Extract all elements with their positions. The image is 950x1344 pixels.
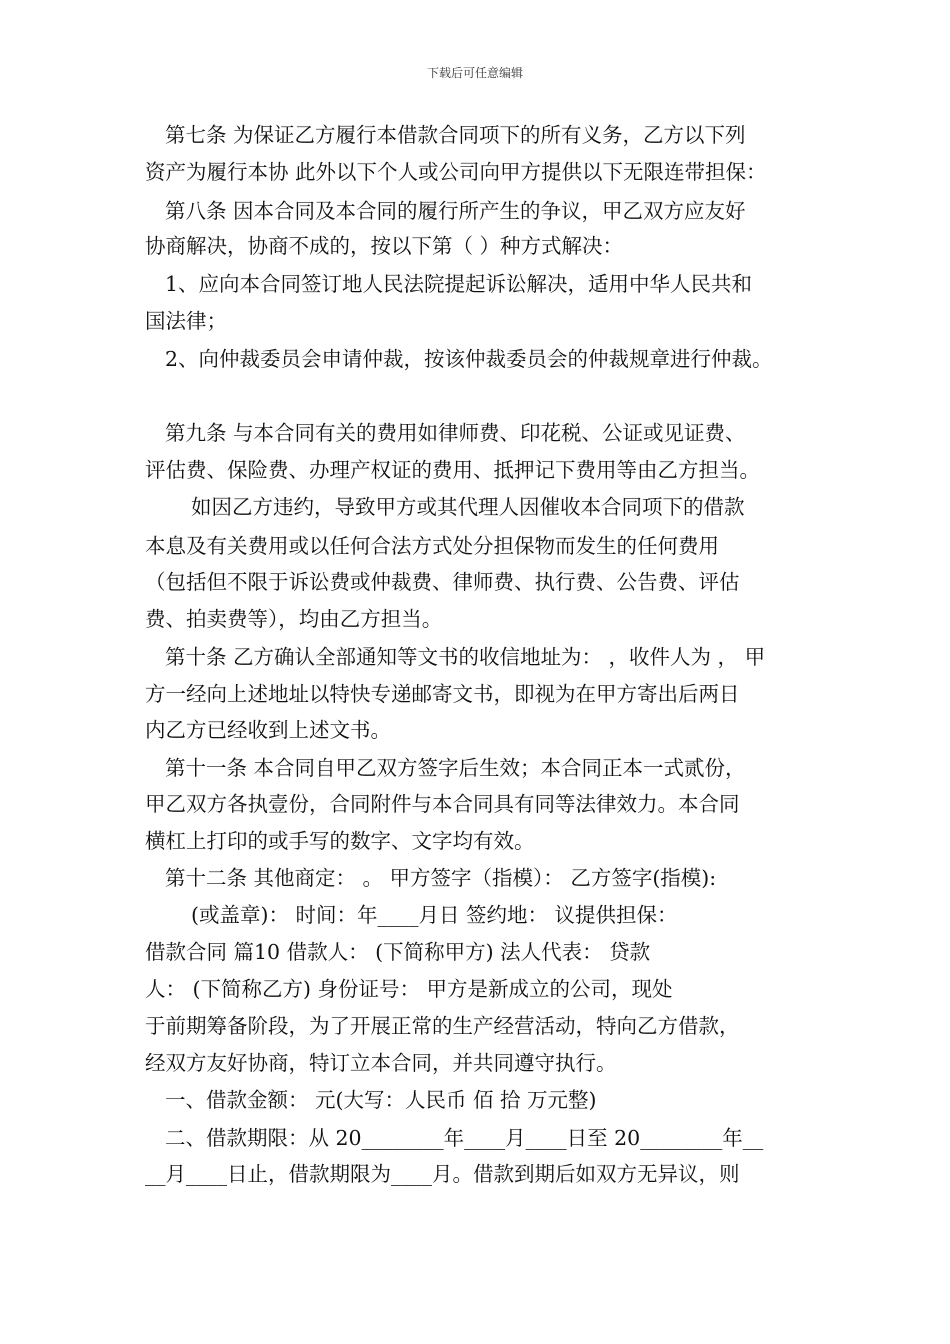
text-line: 国法律； (145, 309, 227, 333)
text-line: 二、借款期限：从 20________年____月____日至 20________年__ (165, 1126, 764, 1150)
text-line: 第十条 乙方确认全部通知等文书的收信地址为： ，收件人为 ， 甲 (165, 645, 766, 669)
text-line: 本息及有关费用或以任何合法方式处分担保物而发生的任何费用 (145, 534, 719, 558)
text-line: 如因乙方违约，导致甲方或其代理人因催收本合同项下的借款 (191, 495, 745, 519)
text-line: 于前期筹备阶段，为了开展正常的生产经营活动，特向乙方借款， (145, 1014, 740, 1038)
text-line: 第七条 为保证乙方履行本借款合同项下的所有义务，乙方以下列 (165, 123, 746, 147)
text-line: 费、拍卖费等），均由乙方担当。 (145, 607, 443, 631)
text-line: （包括但不限于诉讼费或仲裁费、律师费、执行费、公告费、评估 (145, 570, 740, 594)
text-line: 第八条 因本合同及本合同的履行所产生的争议，甲乙双方应友好 (165, 199, 746, 223)
text-line: 第十二条 其他商定： 。 甲方签字（指模）： 乙方签字(指模): (165, 866, 717, 890)
text-line: 资产为履行本协 此外以下个人或公司向甲方提供以下无限连带担保： (145, 160, 767, 184)
text-line: 借款合同 篇10 借款人： (下简称甲方) 法人代表： 贷款 (145, 940, 651, 964)
text-line: 横杠上打印的或手写的数字、文字均有效。 (145, 829, 535, 853)
text-line: 内乙方已经收到上述文书。 (145, 718, 391, 742)
text-line: __月____日止，借款期限为____月。借款到期后如双方无异议，则 (145, 1162, 740, 1186)
text-line: 第十一条 本合同自甲乙双方签字后生效；本合同正本一式贰份， (165, 756, 746, 780)
text-line: 2、向仲裁委员会申请仲裁，按该仲裁委员会的仲裁规章进行仲裁。 (165, 347, 773, 371)
text-line: 一、借款金额： 元(大写：人民币 佰 拾 万元整) (165, 1088, 597, 1112)
text-line: 协商解决，协商不成的，按以下第（ ）种方式解决： (145, 234, 624, 258)
text-line: 经双方友好协商，特订立本合同，并共同遵守执行。 (145, 1051, 617, 1075)
page-header: 下载后可任意编辑 (426, 66, 523, 80)
text-line: 评估费、保险费、办理产权证的费用、抵押记下费用等由乙方担当。 (145, 458, 760, 482)
text-line: 方一经向上述地址以特快专递邮寄文书，即视为在甲方寄出后两日 (145, 682, 740, 706)
text-line: 1、应向本合同签订地人民法院提起诉讼解决，适用中华人民共和 (165, 272, 753, 296)
text-line: 甲乙双方各执壹份，合同附件与本合同具有同等法律效力。本合同 (145, 792, 740, 816)
text-line: 第九条 与本合同有关的费用如律师费、印花税、公证或见证费、 (165, 421, 746, 445)
text-line: (或盖章)： 时间：年____月日 签约地： 议提供担保： (191, 903, 678, 927)
text-line: 人： (下简称乙方) 身份证号： 甲方是新成立的公司，现处 (145, 977, 673, 1001)
